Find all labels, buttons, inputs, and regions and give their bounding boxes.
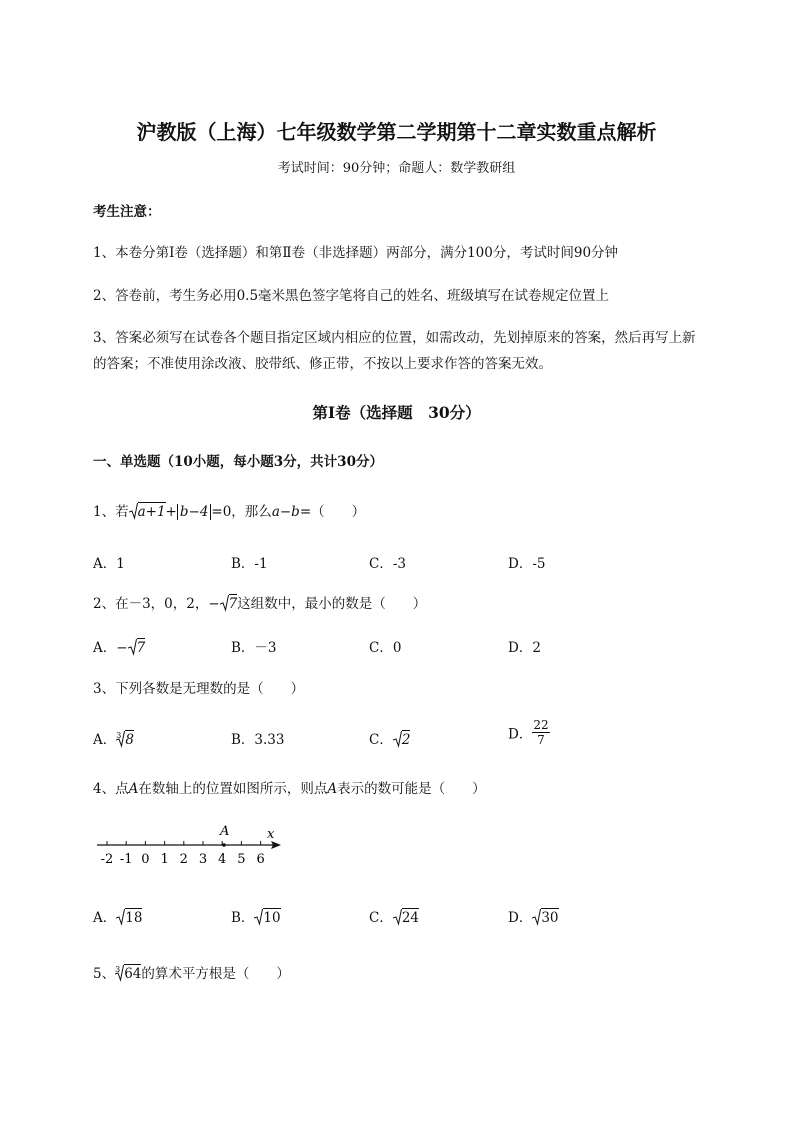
q4-point-repeat: A — [327, 781, 338, 797]
q4-option-a-radicand: 18 — [125, 910, 143, 926]
fraction-numerator: 22 — [533, 718, 549, 732]
q2-prefix: 2、在－3，0，2， — [93, 596, 209, 612]
notice-item-3-continued: 的答案；不准使用涂改液、胶带纸、修正带，不按以上要求作答的答案无效。 — [93, 356, 552, 372]
fraction-denominator: 7 — [537, 733, 545, 747]
q4-option-a-label: A． — [93, 910, 117, 926]
q5-radicand: 64 — [124, 966, 142, 982]
q3-option-c-label: C． — [369, 732, 393, 748]
q1-radicand: a+1 — [137, 504, 166, 520]
notice-item-3: 3、答案必须写在试卷各个题目指定区域内相应的位置，如需改动，先划掉原来的答案，然后再写上新 — [93, 330, 696, 346]
number-line-tick-label: -2 — [100, 852, 114, 867]
q3-option-d[interactable] — [508, 718, 550, 747]
q3-option-d-label: D． — [508, 726, 533, 743]
number-line-tick-label: 2 — [179, 852, 188, 867]
q1-prefix: 1、若 — [93, 504, 129, 520]
sqrt-symbol — [129, 502, 138, 520]
q2-tail: 这组数中，最小的数是（ ） — [237, 596, 427, 612]
question-4 — [93, 777, 486, 797]
q3-option-a-root-index: 3 — [116, 731, 122, 740]
q4-mid: 在数轴上的位置如图所示，则点 — [138, 781, 328, 797]
cube-root-symbol — [115, 964, 124, 982]
q5-root-index: 3 — [115, 965, 121, 974]
cube-root-symbol — [116, 730, 125, 748]
number-line-tick-label: 3 — [198, 852, 208, 867]
q3-option-d-fraction — [532, 718, 549, 747]
q3-option-a-label: A． — [93, 732, 117, 748]
question-1 — [93, 500, 365, 520]
sqrt-symbol — [393, 730, 402, 748]
question-3: 3、下列各数是无理数的是（ ） — [93, 681, 305, 697]
q5-tail: 的算术平方根是（ ） — [141, 966, 290, 982]
q1-option-d[interactable]: D．-5 — [508, 556, 546, 572]
notice-item-2: 2、答卷前，考生务必用0.5毫米黑色签字笔将自己的姓名、班级填写在试卷规定位置上 — [93, 288, 610, 304]
q3-option-c-radicand: 2 — [401, 732, 411, 748]
q5-prefix: 5、 — [93, 966, 116, 982]
q1-tail: =0，那么 — [211, 504, 272, 520]
q3-option-c[interactable] — [369, 728, 410, 748]
q1-option-a[interactable]: A．1 — [93, 556, 125, 572]
q4-option-c[interactable] — [369, 906, 419, 926]
q4-option-d-label: D． — [508, 910, 533, 926]
q1-absolute-value: b−4 — [179, 504, 209, 520]
sqrt-symbol — [220, 594, 229, 612]
q2-option-a-negative: − — [116, 640, 128, 656]
q4-end: 表示的数可能是（ ） — [337, 781, 486, 797]
number-line-tick-label: 5 — [237, 852, 246, 867]
sqrt-symbol — [128, 638, 137, 656]
q2-option-a[interactable] — [93, 636, 145, 656]
q4-option-d[interactable] — [508, 906, 559, 926]
q2-option-c[interactable]: C．0 — [369, 640, 402, 656]
q4-option-b-radicand: 10 — [263, 910, 281, 926]
number-line-tick-label: 4 — [218, 852, 227, 867]
number-line-tick-label: 1 — [160, 852, 169, 867]
sqrt-symbol — [532, 908, 541, 926]
q1-expression: a−b — [271, 504, 300, 520]
q3-option-a[interactable] — [93, 728, 134, 748]
part-title: 一、单选题（10小题，每小题3分，共计30分） — [93, 454, 383, 470]
sqrt-symbol — [393, 908, 402, 926]
q4-point: A — [128, 781, 139, 797]
q4-option-c-label: C． — [369, 910, 393, 926]
q2-option-a-label: A． — [93, 640, 117, 656]
q3-option-a-radicand: 8 — [125, 732, 134, 748]
q1-end: =（ ） — [299, 504, 366, 520]
question-2 — [93, 592, 426, 612]
section-title: 第I卷（选择题 30分） — [312, 403, 481, 422]
q1-option-c[interactable]: C．-3 — [369, 556, 406, 572]
number-line-tick-label: -1 — [119, 852, 133, 867]
number-line-figure — [95, 820, 290, 868]
q4-option-a[interactable] — [93, 906, 142, 926]
exam-info: 考试时间：90分钟；命题人：数学教研组 — [277, 161, 516, 176]
q2-radicand: 7 — [228, 596, 238, 612]
point-a-marker — [222, 843, 226, 847]
sqrt-symbol — [116, 908, 125, 926]
document-title: 沪教版（上海）七年级数学第二学期第十二章实数重点解析 — [136, 120, 657, 144]
q2-option-d[interactable]: D．2 — [508, 640, 541, 656]
q4-option-b-label: B． — [231, 910, 255, 926]
question-5 — [93, 962, 290, 982]
point-a-label: A — [220, 824, 230, 839]
number-line-tick-label: 0 — [141, 852, 150, 867]
q4-option-b[interactable] — [231, 906, 281, 926]
q1-option-b[interactable]: B．-1 — [231, 556, 268, 572]
notice-heading: 考生注意： — [93, 204, 161, 220]
q2-option-b[interactable]: B．－3 — [231, 640, 277, 656]
q1-plus: + — [165, 504, 177, 520]
q2-negative: − — [208, 596, 220, 612]
axis-x-label: x — [267, 827, 275, 842]
q3-option-b[interactable]: B．3.33 — [231, 732, 285, 748]
q2-option-a-radicand: 7 — [136, 640, 146, 656]
q4-option-d-radicand: 30 — [541, 910, 559, 926]
q4-prefix: 4、点 — [93, 781, 129, 797]
q4-option-c-radicand: 24 — [401, 910, 420, 926]
notice-item-1: 1、本卷分第I卷（选择题）和第Ⅱ卷（非选择题）两部分，满分100分，考试时间90分钟 — [93, 245, 619, 261]
number-line-tick-label: 6 — [256, 852, 265, 867]
